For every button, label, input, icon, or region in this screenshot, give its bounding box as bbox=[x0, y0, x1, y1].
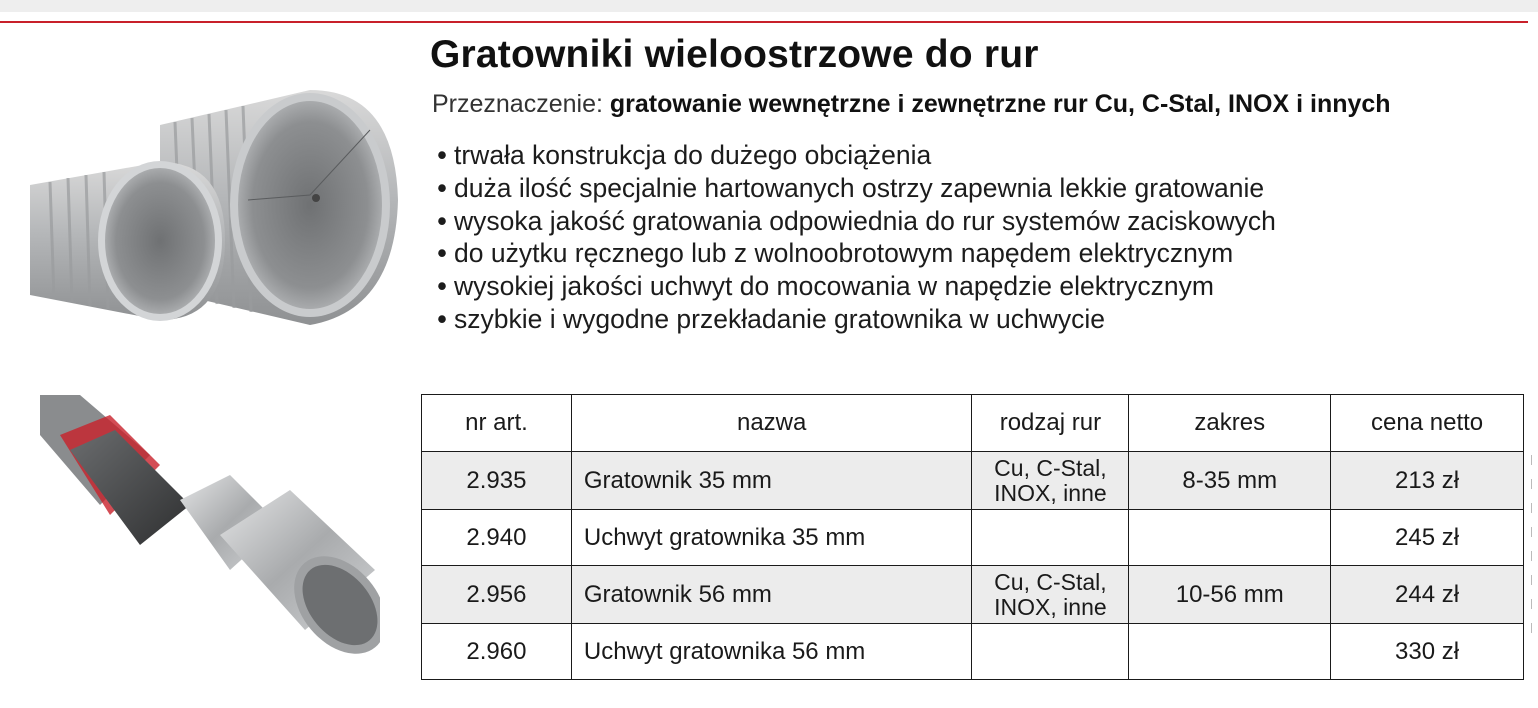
pipe-type-line: Cu, C-Stal, bbox=[994, 454, 1107, 481]
bullet-icon: • bbox=[437, 205, 447, 236]
feature-list bbox=[436, 139, 1276, 336]
cell-price: 213 zł bbox=[1331, 452, 1524, 510]
feature-text: do użytku ręcznego lub z wolnoobrotowym napędem elektrycznym bbox=[454, 238, 1234, 269]
bullet-icon: • bbox=[437, 238, 447, 269]
header-name: nazwa bbox=[571, 395, 972, 452]
header-rule bbox=[0, 21, 1528, 23]
feature-text: wysoka jakość gratowania odpowiednia do rur systemów zaciskowych bbox=[454, 205, 1276, 236]
deburrer-in-drill-chuck-image bbox=[40, 395, 380, 695]
cell-art-no: 2.940 bbox=[422, 510, 572, 566]
feature-item bbox=[436, 303, 1276, 336]
cell-price: 245 zł bbox=[1331, 510, 1524, 566]
purpose-line bbox=[432, 90, 1391, 119]
feature-text: wysokiej jakości uchwyt do mocowania w napędzie elektrycznym bbox=[454, 271, 1214, 302]
bullet-icon: • bbox=[437, 172, 447, 203]
page-title: Gratowniki wieloostrzowe do rur bbox=[430, 33, 1039, 76]
feature-item bbox=[436, 172, 1276, 205]
feature-text: duża ilość specjalnie hartowanych ostrzy zapewnia lekkie gratowanie bbox=[454, 172, 1265, 203]
cell-price: 330 zł bbox=[1331, 624, 1524, 680]
top-band bbox=[0, 0, 1538, 12]
bullet-icon: • bbox=[437, 271, 447, 302]
cell-pipe-type bbox=[972, 624, 1129, 680]
feature-text: trwała konstrukcja do dużego obciążenia bbox=[454, 140, 932, 170]
pipe-type-line: INOX, inne bbox=[994, 479, 1107, 506]
bullet-icon: • bbox=[437, 303, 447, 334]
cell-pipe-type bbox=[972, 566, 1129, 624]
price-table bbox=[421, 394, 1524, 680]
header-art-no: nr art. bbox=[422, 395, 572, 452]
cell-name: Gratownik 35 mm bbox=[571, 452, 972, 510]
table-row bbox=[422, 452, 1524, 510]
deburrer-pair-image bbox=[10, 90, 400, 330]
margin-marks bbox=[1527, 455, 1535, 675]
header-range: zakres bbox=[1129, 395, 1331, 452]
feature-item bbox=[436, 139, 1276, 172]
table-header-row bbox=[422, 395, 1524, 452]
cell-price: 244 zł bbox=[1331, 566, 1524, 624]
feature-item bbox=[436, 270, 1276, 303]
cell-art-no: 2.935 bbox=[422, 452, 572, 510]
table-row bbox=[422, 510, 1524, 566]
purpose-label: Przeznaczenie: bbox=[432, 90, 603, 118]
pipe-type-line: INOX, inne bbox=[994, 593, 1107, 620]
header-pipe-type: rodzaj rur bbox=[972, 395, 1129, 452]
cell-name: Uchwyt gratownika 56 mm bbox=[571, 624, 972, 680]
cell-pipe-type bbox=[972, 452, 1129, 510]
purpose-value: gratowanie wewnętrzne i zewnętrzne rur Cu, C-Stal, INOX i innych bbox=[609, 90, 1391, 118]
cell-art-no: 2.960 bbox=[422, 624, 572, 680]
feature-item bbox=[436, 237, 1276, 270]
pipe-type-line: Cu, C-Stal, bbox=[994, 568, 1107, 595]
cell-pipe-type bbox=[972, 510, 1129, 566]
feature-text: szybkie i wygodne przekładanie gratownika w uchwycie bbox=[454, 303, 1106, 334]
cell-range: 10-56 mm bbox=[1129, 566, 1331, 624]
bullet-icon: • bbox=[437, 140, 447, 170]
cell-range bbox=[1129, 624, 1331, 680]
cell-range: 8-35 mm bbox=[1129, 452, 1331, 510]
cell-name: Uchwyt gratownika 35 mm bbox=[571, 510, 972, 566]
cell-name: Gratownik 56 mm bbox=[571, 566, 972, 624]
cell-range bbox=[1129, 510, 1331, 566]
header-net-price: cena netto bbox=[1331, 395, 1524, 452]
table-row bbox=[422, 624, 1524, 680]
cell-art-no: 2.956 bbox=[422, 566, 572, 624]
table-row bbox=[422, 566, 1524, 624]
feature-item bbox=[436, 205, 1276, 238]
